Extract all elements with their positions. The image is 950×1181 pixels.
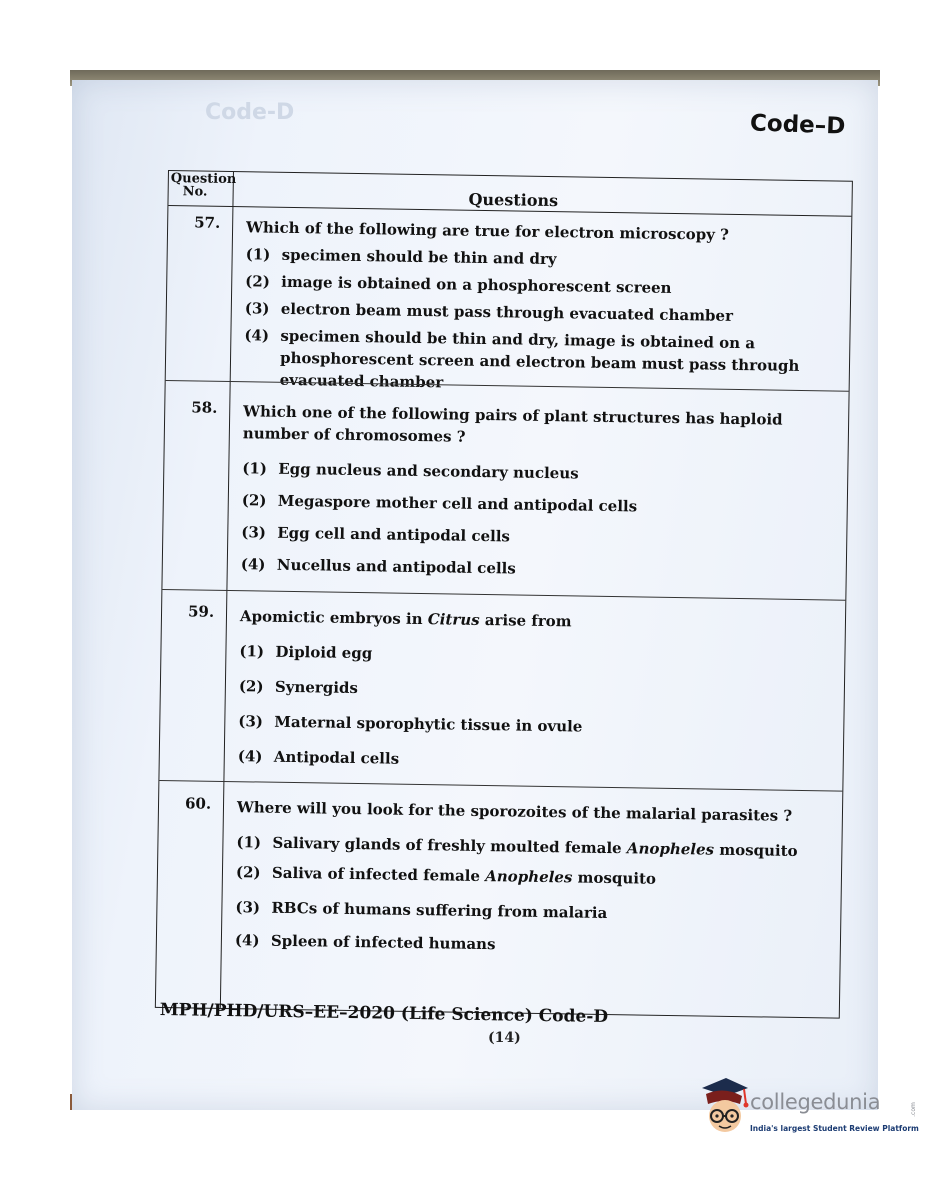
question-text: Which one of the following pairs of plant structures has haploid number of chromosomes ?	[242, 402, 783, 446]
option: (3) electron beam must pass through evacuated chamber	[244, 299, 734, 325]
question-number: 59.	[187, 602, 215, 621]
question-text: Apomictic embryos in Citrus arise from	[239, 607, 572, 631]
option: (2) Saliva of infected female Anopheles mosquito	[235, 863, 657, 888]
show-through-text: Code-D	[205, 100, 295, 125]
footer-title: MPH/PHD/URS–EE–2020 (Life Science) Code-D	[159, 1000, 609, 1028]
collegedunia-logo	[694, 1074, 934, 1144]
option: (3) Egg cell and antipodal cells	[241, 523, 511, 546]
student-mascot-icon	[694, 1074, 750, 1144]
option: (4) Nucellus and antipodal cells	[240, 555, 516, 578]
row-divider	[162, 589, 845, 601]
question-text: Where will you look for the sporozoites of the malarial parasites ?	[236, 798, 793, 825]
row-divider	[159, 780, 842, 792]
question-number: 58.	[191, 398, 218, 417]
option: (4) Antipodal cells	[237, 747, 400, 768]
option: (4) Spleen of infected humans	[234, 931, 496, 954]
logo-tagline: India's largest Student Review Platform	[750, 1124, 919, 1133]
header-questions: Questions	[468, 189, 559, 211]
option: (3) Maternal sporophytic tissue in ovule	[238, 712, 583, 736]
question-number: 60.	[184, 794, 212, 813]
option: (1) Diploid egg	[239, 642, 373, 663]
option: (2) image is obtained on a phosphorescent screen	[245, 272, 672, 297]
option: (1) Salivary glands of freshly moulted female Anopheles mosquito	[236, 833, 798, 860]
header-question-no: Question No.	[170, 171, 237, 200]
question-number: 57.	[194, 213, 221, 232]
paper-code: Code–D	[749, 110, 846, 140]
option: (4) specimen should be thin and dry, image is obtained on a phosphorescent screen and electron beam must pass through evacuated chamber	[244, 326, 800, 392]
option: (2) Synergids	[238, 677, 359, 698]
page-number: (14)	[488, 1030, 521, 1046]
option: (3) RBCs of humans suffering from malaria	[235, 898, 608, 922]
logo-domain-suffix: .com	[909, 1102, 917, 1117]
option: (2) Megaspore mother cell and antipodal cells	[241, 491, 638, 516]
option: (1) specimen should be thin and dry	[245, 245, 557, 269]
question-text: Which of the following are true for electron microscopy ?	[245, 218, 730, 244]
option: (1) Egg nucleus and secondary nucleus	[242, 459, 579, 483]
logo-wordmark: collegedunia	[750, 1090, 881, 1114]
question-table	[155, 170, 853, 1019]
